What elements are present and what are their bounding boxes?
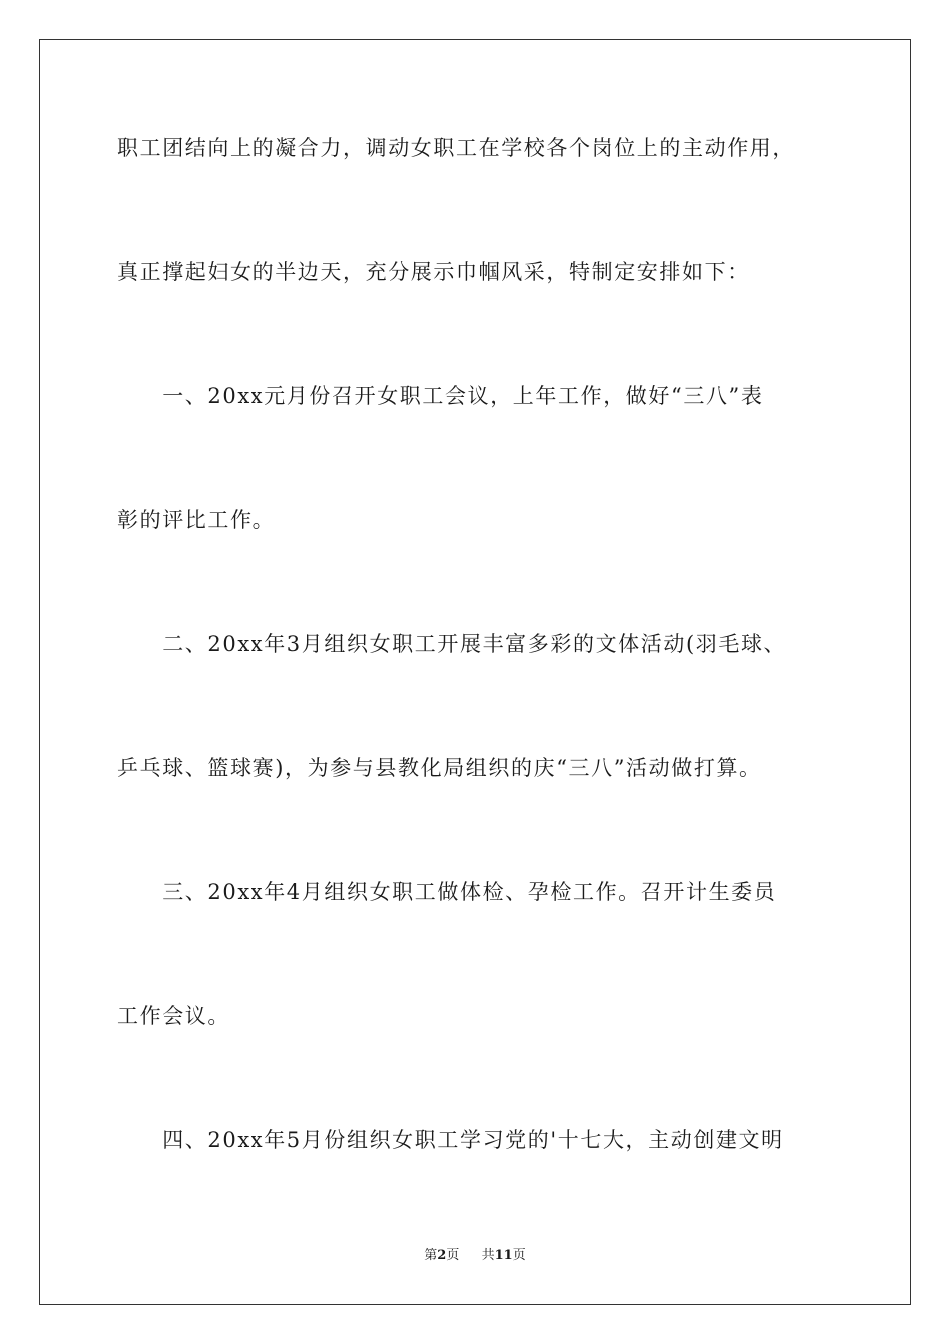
text-line: 职工团结向上的凝合力，调动女职工在学校各个岗位上的主动作用，: [117, 136, 795, 160]
text-line: 真正撑起妇女的半边天，充分展示巾帼风采，特制定安排如下：: [117, 260, 750, 284]
text-line: 彰的评比工作。: [117, 508, 276, 532]
page-suffix: 页: [446, 1248, 460, 1263]
page-footer: [0, 1247, 950, 1265]
total-prefix: 共: [481, 1248, 495, 1263]
text-line: 一、20xx元月份召开女职工会议，上年工作，做好“三八”表: [117, 384, 764, 408]
total-pages-indicator: [482, 1247, 526, 1265]
total-suffix: 页: [512, 1248, 526, 1263]
page-prefix: 第: [424, 1248, 438, 1263]
page-border: [39, 39, 911, 1305]
text-line: 二、20xx年3月组织女职工开展丰富多彩的文体活动(羽毛球、: [117, 632, 787, 656]
text-line: 四、20xx年5月份组织女职工学习党的'十七大，主动创建文明: [117, 1128, 784, 1152]
text-line: 三、20xx年4月组织女职工做体检、孕检工作。召开计生委员: [117, 880, 777, 904]
total-pages: 11: [494, 1248, 513, 1263]
text-line: 乒乓球、篮球赛)，为参与县教化局组织的庆“三八”活动做打算。: [117, 756, 762, 780]
page-number: 2: [437, 1248, 447, 1263]
page-indicator: [424, 1247, 459, 1265]
text-line: 工作会议。: [117, 1004, 230, 1028]
